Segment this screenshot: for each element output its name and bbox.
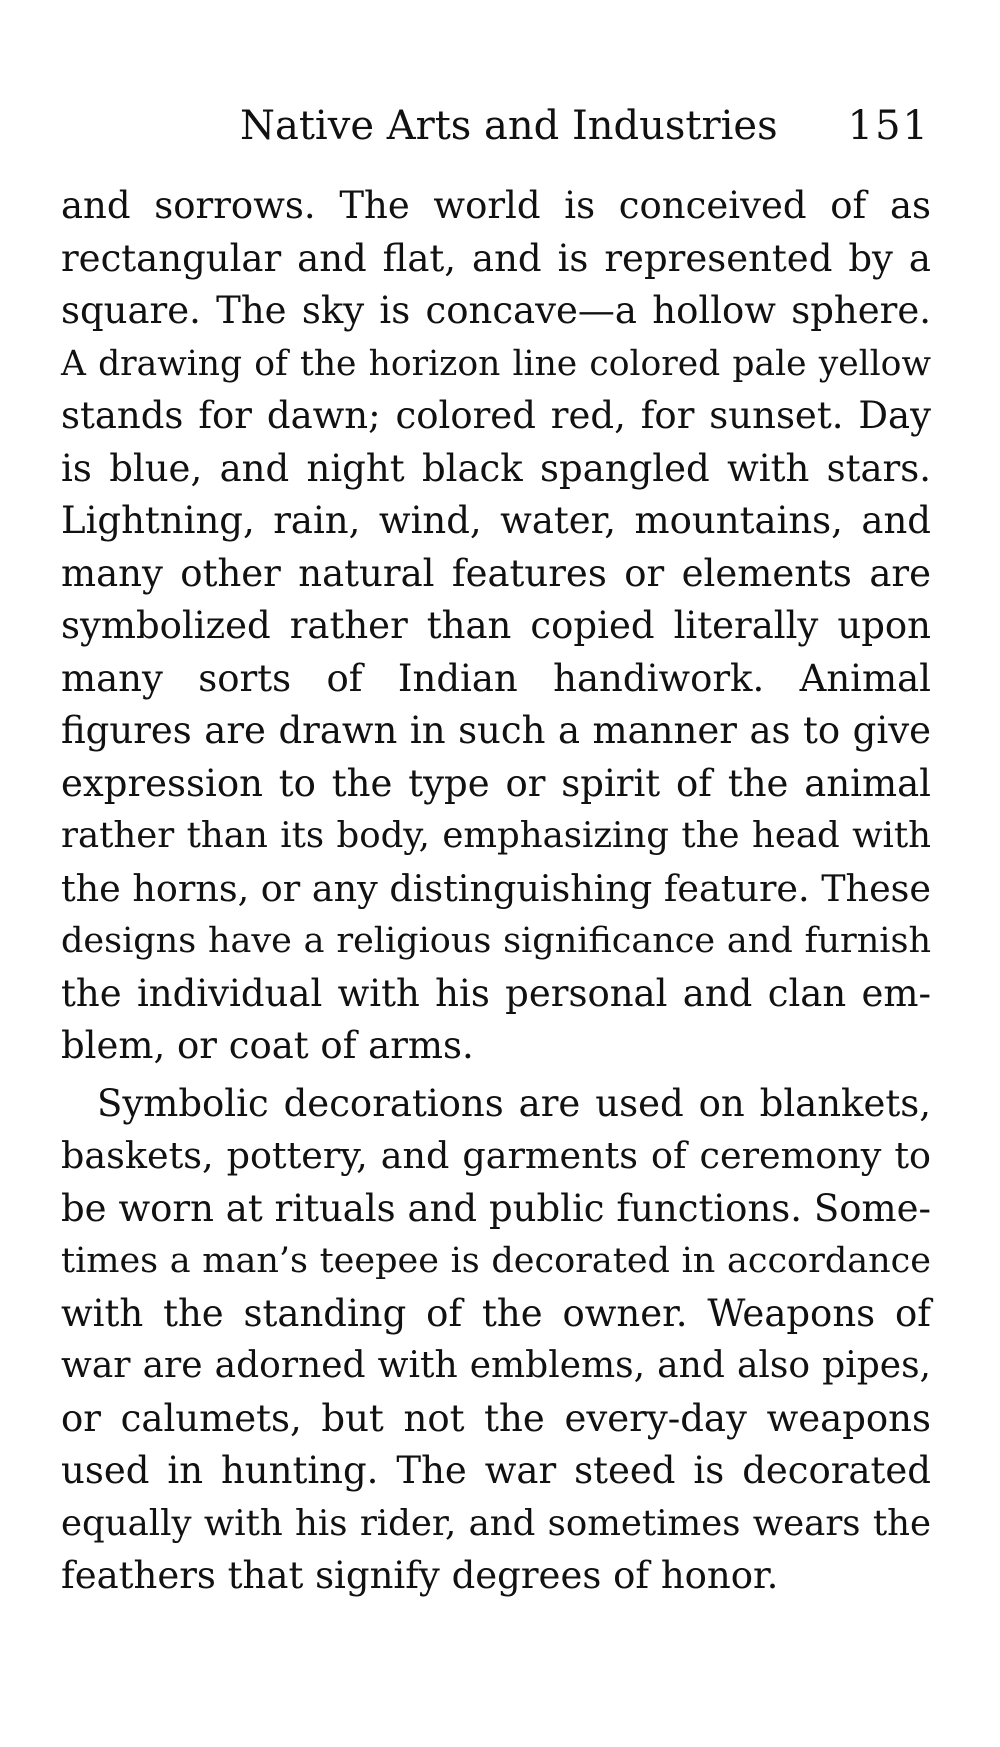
running-head: [240, 96, 930, 156]
text-line: baskets, pottery, and garments of ceremony to: [61, 1134, 931, 1177]
text-line: square. The sky is concave—a hollow sphere.: [61, 289, 931, 332]
text-line: or calumets, but not the every-day weapons: [61, 1396, 931, 1440]
text-line: rather than its body, emphasizing the head with: [61, 815, 931, 856]
text-line: is blue, and night black spangled with stars.: [61, 446, 931, 490]
text-line: symbolized rather than copied literally upon: [61, 604, 931, 647]
text-line: the individual with his personal and clan em-: [61, 971, 931, 1015]
text-line: feathers that signify degrees of honor.: [61, 1554, 779, 1597]
text-line: A drawing of the horizon line colored pale yellow: [61, 343, 931, 384]
page-number: 151: [847, 103, 930, 149]
text-line: be worn at rituals and public functions. Some-: [61, 1186, 931, 1230]
text-line: stands for dawn; colored red, for sunset. Day: [61, 394, 931, 437]
text-line: expression to the type or spirit of the animal: [61, 761, 931, 805]
text-line: times a man’s teepee is decorated in accordance: [61, 1241, 931, 1281]
paragraph-2: [61, 1078, 931, 1603]
text-line: used in hunting. The war steed is decorated: [61, 1449, 931, 1492]
text-line: figures are drawn in such a manner as to give: [61, 709, 931, 752]
body-text: [61, 180, 931, 1603]
text-line: Lightning, rain, wind, water, mountains, and: [61, 499, 931, 542]
text-line: equally with his rider, and sometimes wears the: [61, 1502, 931, 1544]
text-line: rectangular and flat, and is represented by a: [61, 236, 931, 280]
text-line: war are adorned with emblems, and also pipes,: [61, 1345, 931, 1386]
text-line: many other natural features or elements are: [61, 551, 931, 595]
text-line: designs have a religious significance and furnish: [61, 921, 931, 961]
running-title: Native Arts and Industries: [240, 103, 778, 149]
text-line: blem, or coat of arms.: [61, 1024, 474, 1067]
text-line: Symbolic decorations are used on blankets,: [97, 1081, 931, 1125]
paragraph-1: [61, 180, 931, 1073]
text-line: and sorrows. The world is conceived of as: [61, 184, 931, 227]
text-line: many sorts of Indian handiwork. Animal: [61, 656, 931, 700]
text-line: the horns, or any distinguishing feature. These: [61, 866, 931, 910]
text-line: with the standing of the owner. Weapons of: [61, 1291, 931, 1335]
